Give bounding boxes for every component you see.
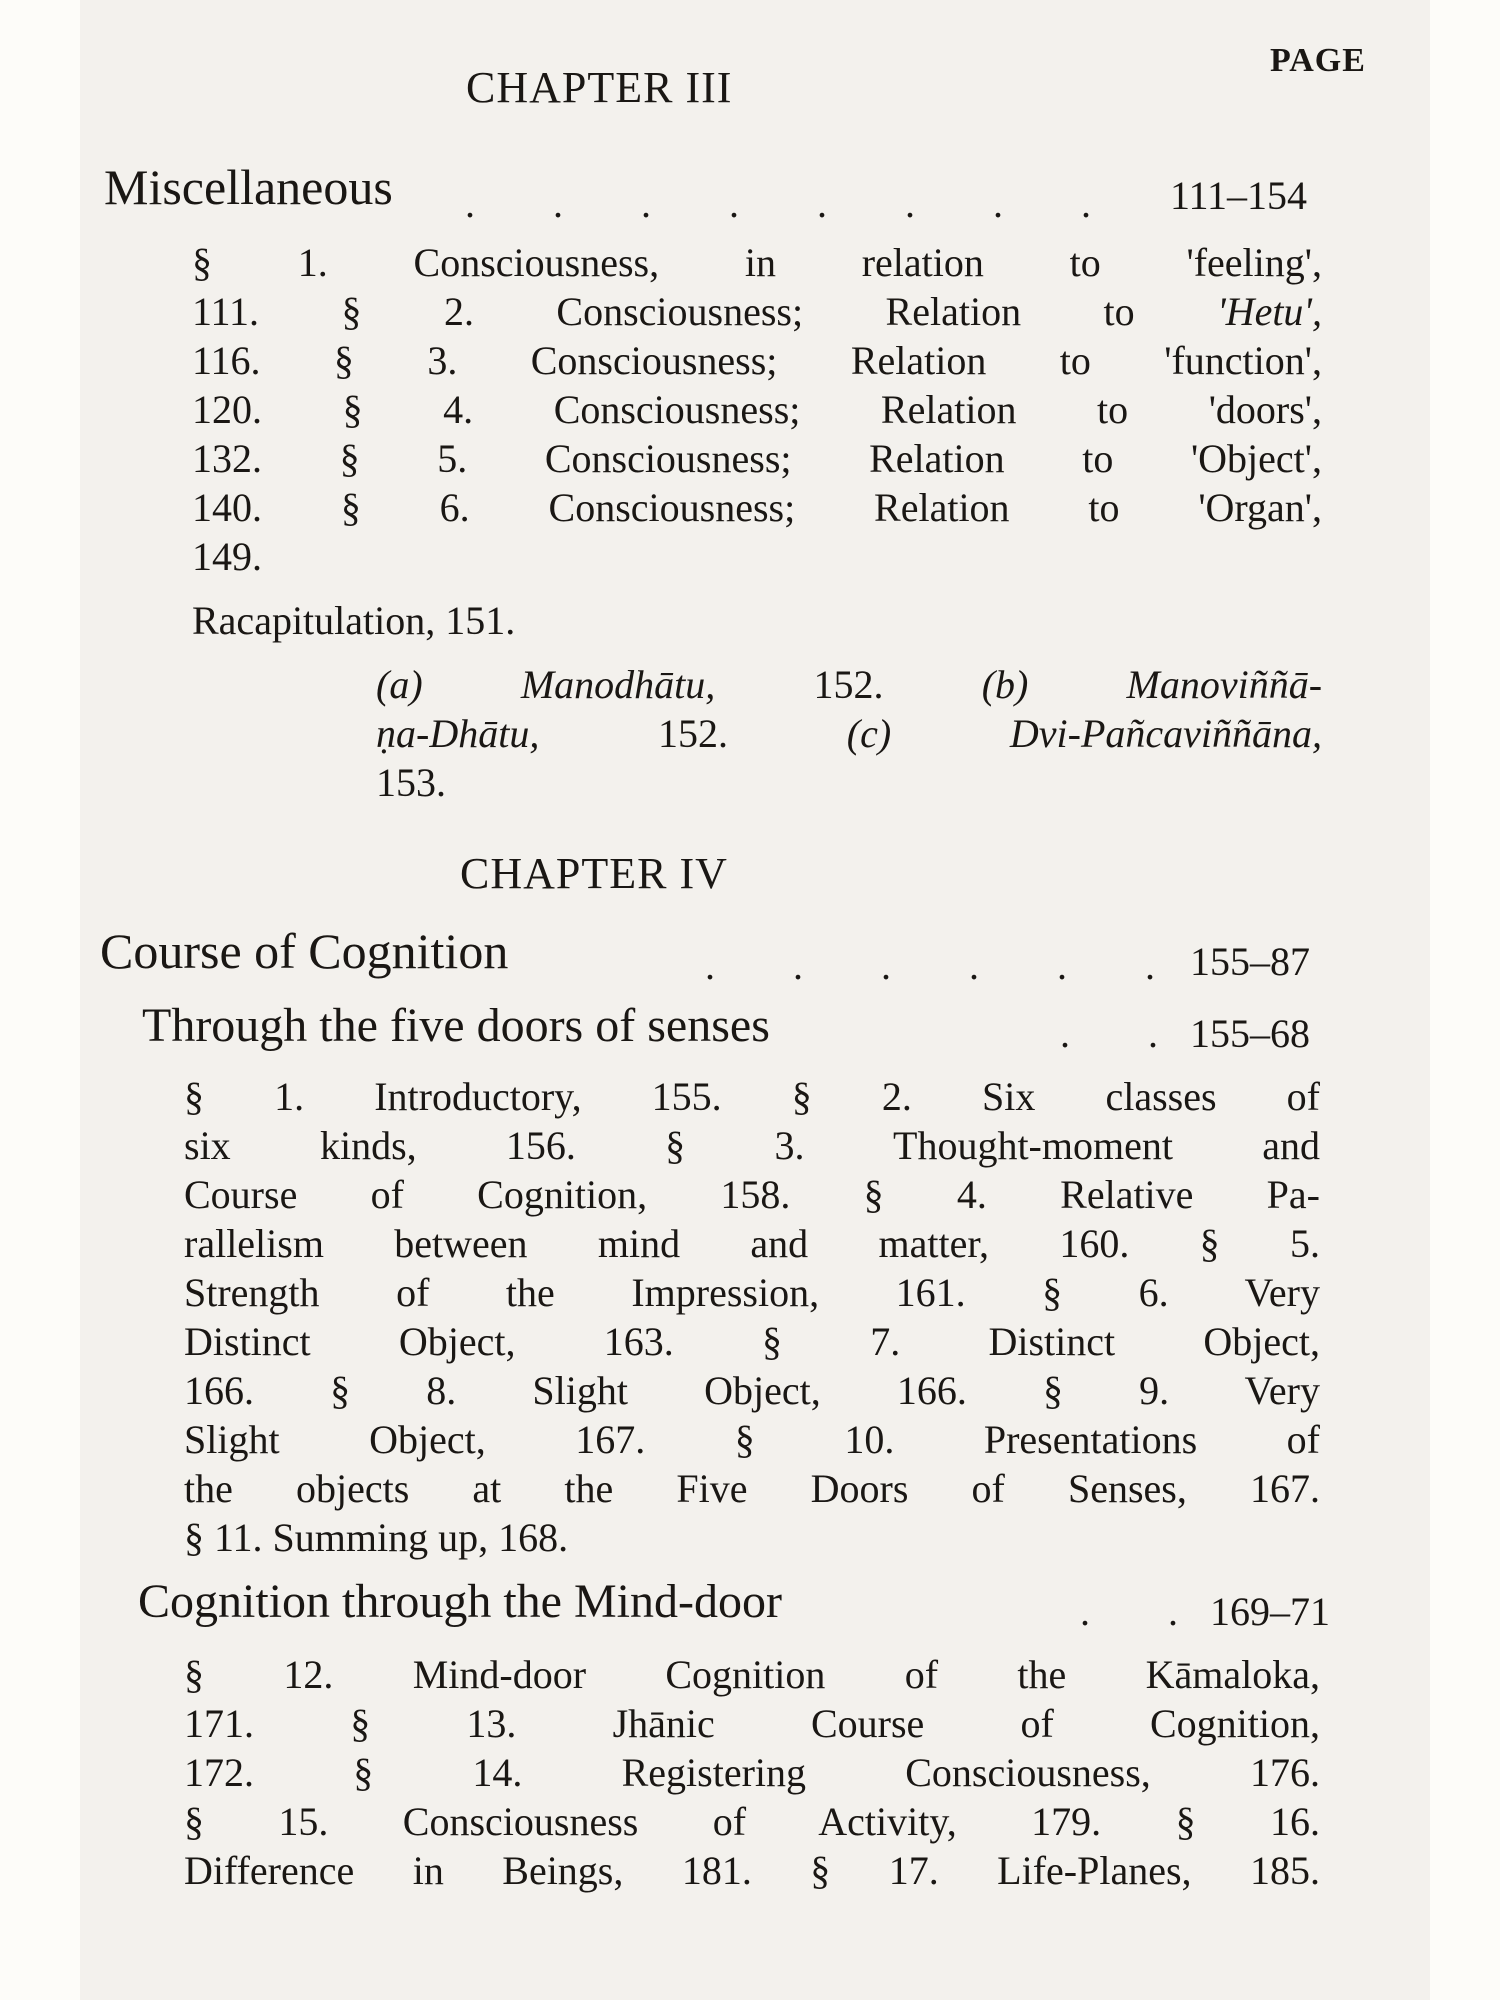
chapter-iii-contents bbox=[192, 238, 1322, 581]
book-page bbox=[80, 0, 1430, 2000]
contents-line: Course of Cognition, 158. § 4. Relative Pa- bbox=[184, 1172, 1320, 1217]
contents-line: 171. § 13. Jhānic Course of Cognition, bbox=[184, 1701, 1320, 1746]
contents-line: 172. § 14. Registering Consciousness, 176. bbox=[184, 1750, 1320, 1795]
chapter-iv-heading: CHAPTER IV bbox=[460, 849, 728, 898]
contents-line: 166. § 8. Slight Object, 166. § 9. Very bbox=[184, 1368, 1320, 1413]
recapitulation-subitems bbox=[376, 660, 1322, 807]
recapitulation-line: Racapitulation, 151. bbox=[192, 598, 516, 643]
course-of-cognition-title: Course of Cognition bbox=[100, 923, 509, 979]
page-column-label: PAGE bbox=[1270, 42, 1366, 79]
contents-line: 140. § 6. Consciousness; Relation to 'Organ', bbox=[192, 485, 1322, 530]
contents-line: 120. § 4. Consciousness; Relation to 'doors', bbox=[192, 387, 1322, 432]
contents-line: Difference in Beings, 181. § 17. Life-Planes, 185. bbox=[184, 1848, 1320, 1893]
contents-line: the objects at the Five Doors of Senses, 167. bbox=[184, 1466, 1320, 1511]
chapter-iii-heading: CHAPTER III bbox=[466, 63, 733, 112]
contents-line: Slight Object, 167. § 10. Presentations of bbox=[184, 1417, 1320, 1462]
five-doors-title: Through the five doors of senses bbox=[142, 999, 770, 1052]
contents-line: 149. bbox=[192, 534, 262, 579]
course-leader-dots: . . . . . . bbox=[705, 943, 1189, 988]
course-page-range: 155–87 bbox=[1190, 939, 1310, 984]
contents-line: rallelism between mind and matter, 160. § 5. bbox=[184, 1221, 1320, 1266]
contents-line: six kinds, 156. § 3. Thought-moment and bbox=[184, 1123, 1320, 1168]
mind-door-page-range: 169–71 bbox=[1210, 1589, 1330, 1634]
subitem-line: 153. bbox=[376, 760, 446, 805]
five-doors-page-range: 155–68 bbox=[1190, 1011, 1310, 1056]
mind-door-leader-dots: . . bbox=[1080, 1589, 1212, 1634]
contents-line: Distinct Object, 163. § 7. Distinct Object, bbox=[184, 1319, 1320, 1364]
mind-door-title: Cognition through the Mind-door bbox=[138, 1575, 782, 1628]
contents-line: 132. § 5. Consciousness; Relation to 'Object', bbox=[192, 436, 1322, 481]
mind-door-contents bbox=[184, 1650, 1320, 1895]
miscellaneous-page-range: 111–154 bbox=[1170, 173, 1308, 218]
five-doors-leader-dots: . . bbox=[1060, 1011, 1192, 1056]
subitem-line: ṇa-Dhātu, 152. (c) Dvi-Pañcaviññāna, bbox=[376, 711, 1323, 756]
miscellaneous-title: Miscellaneous bbox=[104, 159, 393, 215]
contents-line: § 12. Mind-door Cognition of the Kāmaloka, bbox=[184, 1652, 1320, 1697]
contents-line: § 1. Consciousness, in relation to 'feeling', bbox=[192, 240, 1322, 285]
miscellaneous-leader-dots: . . . . . . . . bbox=[465, 181, 1125, 226]
contents-line: § 15. Consciousness of Activity, 179. § 16. bbox=[184, 1799, 1320, 1844]
contents-line: § 11. Summing up, 168. bbox=[184, 1515, 569, 1560]
five-doors-contents bbox=[184, 1072, 1320, 1562]
contents-line: 116. § 3. Consciousness; Relation to 'function', bbox=[192, 338, 1322, 383]
contents-line: Strength of the Impression, 161. § 6. Very bbox=[184, 1270, 1320, 1315]
subitem-line: (a) Manodhātu, 152. (b) Manoviññā- bbox=[376, 662, 1323, 707]
contents-line: 111. § 2. Consciousness; Relation to 'Hetu', bbox=[192, 289, 1322, 334]
contents-line: § 1. Introductory, 155. § 2. Six classes of bbox=[184, 1074, 1320, 1119]
